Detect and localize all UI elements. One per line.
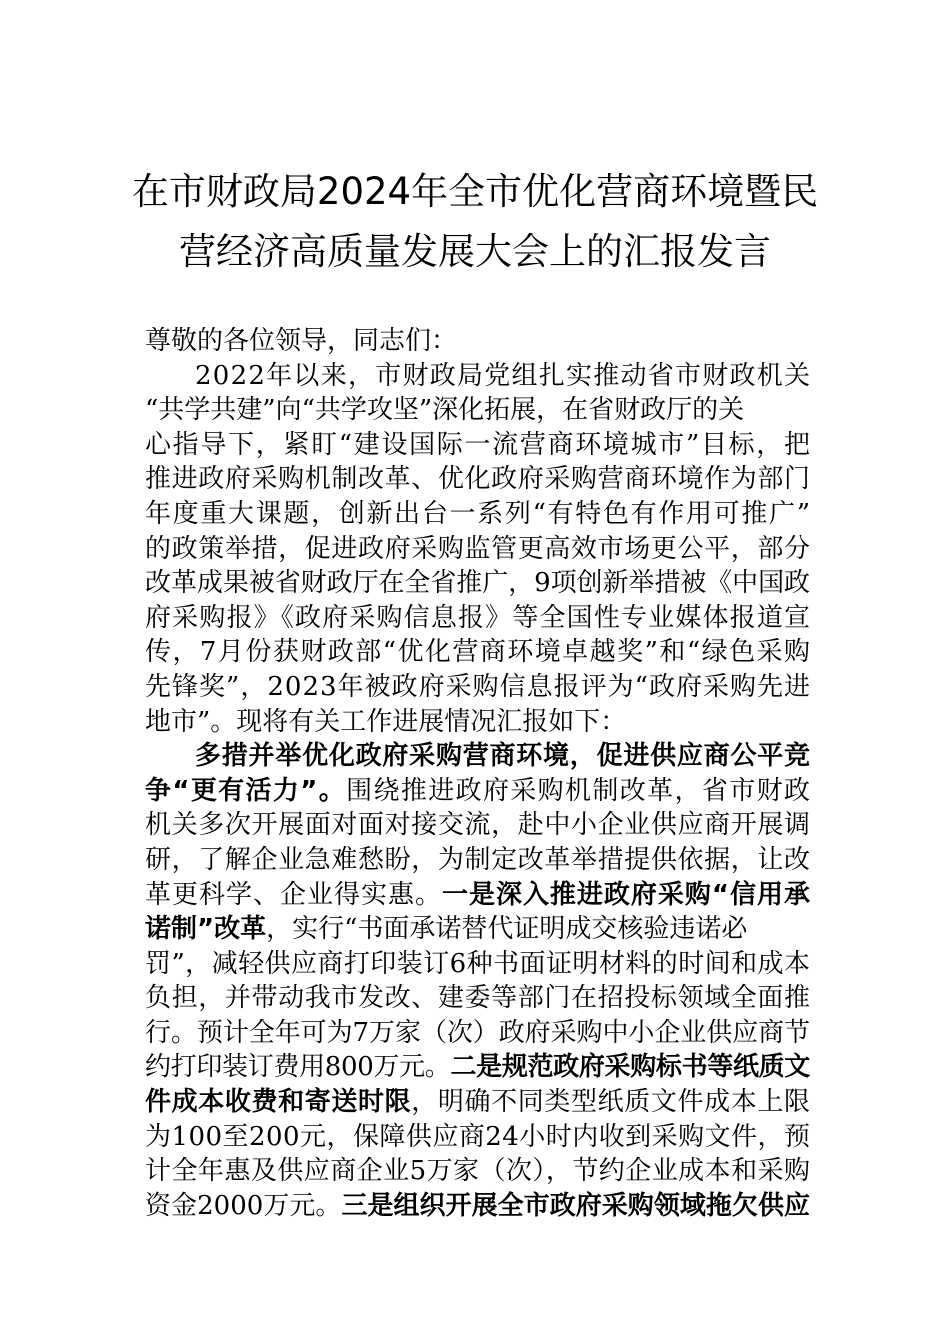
text-segment: 2022年以来，市财政局党组扎实推动省市财政机关 [195,360,812,391]
title-line-1: 在市财政局2024年全市优化营商环境暨民 [131,170,819,213]
text-line [145,532,810,567]
body-text [145,359,810,1224]
text-line [145,1050,810,1085]
text-line [145,808,810,843]
text-segment: 计全年惠及供应商企业5万家（次），节约企业成本和采购 [145,1156,811,1187]
text-segment: 年度重大课题，创新出台一系列“有特色有作用可推广” [145,498,812,529]
text-segment: “共学共建”向“共学攻坚”深化拓展，在省财政厅的关 [145,395,745,426]
text-segment: 先锋奖”，2023年被政府采购信息报评为“政府采购先进 [145,671,811,702]
document-title [90,162,860,282]
bold-text: 诺制”改革 [145,914,267,945]
text-segment: 革更科学、企业得实惠。 [145,879,442,910]
text-segment: 资金2000万元。 [145,1190,342,1221]
text-segment: 约打印装订费用800万元。 [145,1052,451,1083]
text-segment: 围绕推进政府采购机制改革，省市财政 [346,775,812,806]
text-segment: 行。预计全年可为7万家（次）政府采购中小企业供应商节 [145,1017,810,1048]
text-segment: 负担，并带动我市发改、建委等部门在招投标领域全面推 [145,983,811,1014]
text-line [145,1189,810,1224]
bold-text: 一是深入推进政府采购“信用承 [441,879,811,910]
bold-text: 多措并举优化政府采购营商环境，促进供应商公平竞 [195,741,811,772]
text-segment: ，明确不同类型纸质文件成本上限 [411,1087,811,1118]
text-segment: 研，了解企业急难愁盼，为制定改革举措提供依据，让改 [145,844,811,875]
text-line [145,947,810,982]
text-line [145,1154,810,1189]
text-line [145,1085,810,1120]
text-line [145,359,810,394]
text-line [145,670,810,705]
text-line [145,705,810,740]
text-segment: 机关多次开展面对面对接交流，赴中小企业供应商开展调 [145,810,811,841]
text-segment: 的政策举措，促进政府采购监管更高效市场更公平，部分 [145,533,811,564]
text-line [145,1016,810,1051]
bold-text: 三是组织开展全市政府采购领域拖欠供应 [341,1190,811,1221]
text-segment: 改革成果被省财政厅在全省推广，9项创新举措被《中国政 [145,568,810,599]
text-line [145,566,810,601]
text-line [145,393,810,428]
text-segment: 地市”。现将有关工作进展情况汇报如下： [145,706,627,737]
text-line [145,912,810,947]
text-line [145,843,810,878]
text-line [145,878,810,913]
document-body [145,324,810,1223]
text-segment: 心指导下，紧盯“建设国际一流营商环境城市”目标，把 [145,429,812,460]
text-line [145,774,810,809]
text-line [145,739,810,774]
text-line [145,462,810,497]
title-line-2: 营经济高质量发展大会上的汇报发言 [179,230,771,273]
text-segment: ，实行“书面承诺替代证明成交核验违诺必 [266,914,748,945]
bold-text: 件成本收费和寄送时限 [145,1087,412,1118]
text-line [145,497,810,532]
text-segment: 传，7月份获财政部“优化营商环境卓越奖”和“绿色采购 [145,637,812,668]
text-segment: 推进政府采购机制改革、优化政府采购营商环境作为部门 [145,464,811,495]
text-segment: 罚”，减轻供应商打印装订6种书面证明材料的时间和成本 [145,948,811,979]
text-line [145,601,810,636]
text-line [145,635,810,670]
text-line [145,1120,810,1155]
text-segment: 为100至200元，保障供应商24小时内收到采购文件，预 [145,1121,811,1152]
salutation: 尊敬的各位领导，同志们： [145,326,458,356]
bold-text: 争“更有活力”。 [145,775,347,806]
text-segment: 府采购报》《政府采购信息报》等全国性专业媒体报道宣 [145,602,812,633]
text-line [145,428,810,463]
text-line [145,981,810,1016]
bold-text: 二是规范政府采购标书等纸质文 [450,1052,810,1083]
